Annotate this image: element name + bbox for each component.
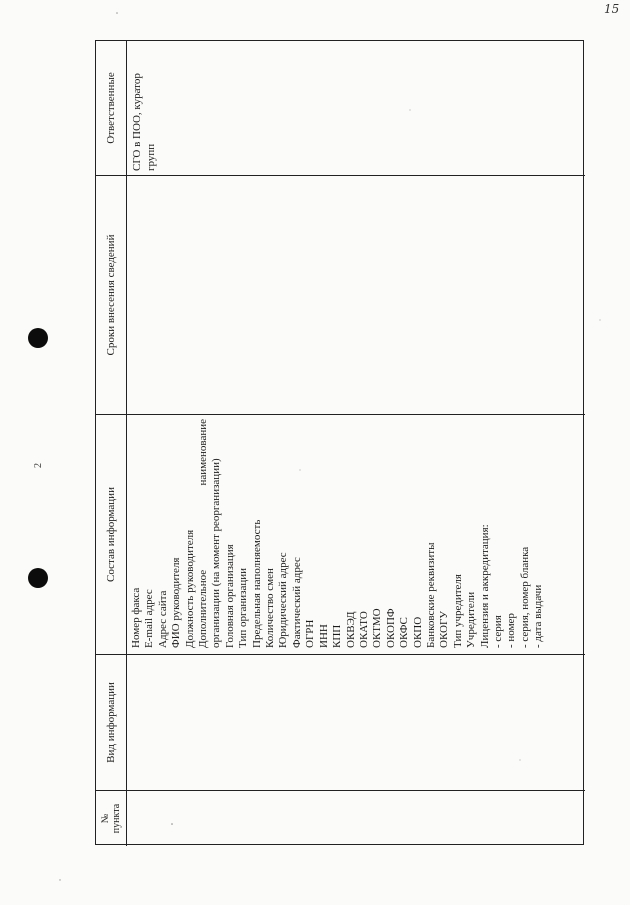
cell-info-type [126,654,585,790]
info-item: Банковские реквизиты [424,542,437,648]
info-item: ОКПО [411,616,424,648]
info-item: Головная организация [223,544,236,648]
header-number-label: пункта [111,803,122,834]
info-item-part: Дополнительное [197,569,210,648]
info-item: Количество смен [264,568,277,648]
header-responsible [96,41,126,175]
info-item: организации (на момент реорганизации) [210,458,223,648]
info-item: Учредители [465,591,478,648]
info-item: - номер [505,613,518,648]
info-item [197,419,210,648]
handwritten-page-number: 15 [604,2,620,16]
info-item: - серия, номер бланка [518,546,531,648]
table-row [126,41,585,846]
table-header-row [96,41,127,846]
info-item: ФИО руководителя [170,557,183,648]
punch-hole [28,328,48,348]
page-number: 2 [33,463,44,468]
info-item: Адрес сайта [156,590,169,648]
info-item: Фактический адрес [290,557,303,648]
info-item: ОГРН [304,619,317,648]
info-item: ОКАТО [357,611,370,648]
info-item: Номер факса [130,587,142,648]
cell-responsible [126,41,585,175]
header-responsible-label: Ответственные [105,72,117,144]
info-item: Тип учредителя [451,574,464,648]
info-item: ОКТМО [371,608,384,648]
header-entry-deadlines [96,175,126,414]
info-item: ИНН [317,624,330,648]
info-item: ОКОПФ [384,608,397,648]
info-item: Лицензия и аккредитация: [478,524,491,648]
info-table [95,40,584,845]
header-info-type-label: Вид информации [105,682,117,763]
info-item: ОКФС [398,617,411,648]
cell-entry-deadlines [126,175,585,414]
rotated-table-content [96,41,585,846]
header-number-symbol: № [100,813,111,824]
info-item: Должность руководителя [183,529,196,648]
info-item: КПП [331,624,344,648]
responsible-text: СГО в ПОО, куратор групп [131,73,157,171]
info-item-part: наименование [197,419,210,486]
info-item: - дата выдачи [532,584,545,648]
header-number [96,790,126,846]
header-info-composition-label: Состав информации [105,487,117,582]
info-item: E-mail адрес [143,589,156,648]
cell-number [126,790,585,846]
header-entry-deadlines-label: Сроки внесения сведений [105,234,117,356]
info-item: Тип организации [237,567,250,648]
info-item: ОКВЭД [344,611,357,648]
info-item: - серия [491,615,504,648]
info-composition-list [130,419,546,648]
info-item: ОКОГУ [438,610,451,648]
info-item: Предельная наполняемость [250,519,263,648]
info-item: Юридический адрес [277,552,290,648]
header-info-type [96,654,126,790]
header-info-composition [96,414,126,654]
punch-hole [28,568,48,588]
cell-info-composition [126,414,585,654]
